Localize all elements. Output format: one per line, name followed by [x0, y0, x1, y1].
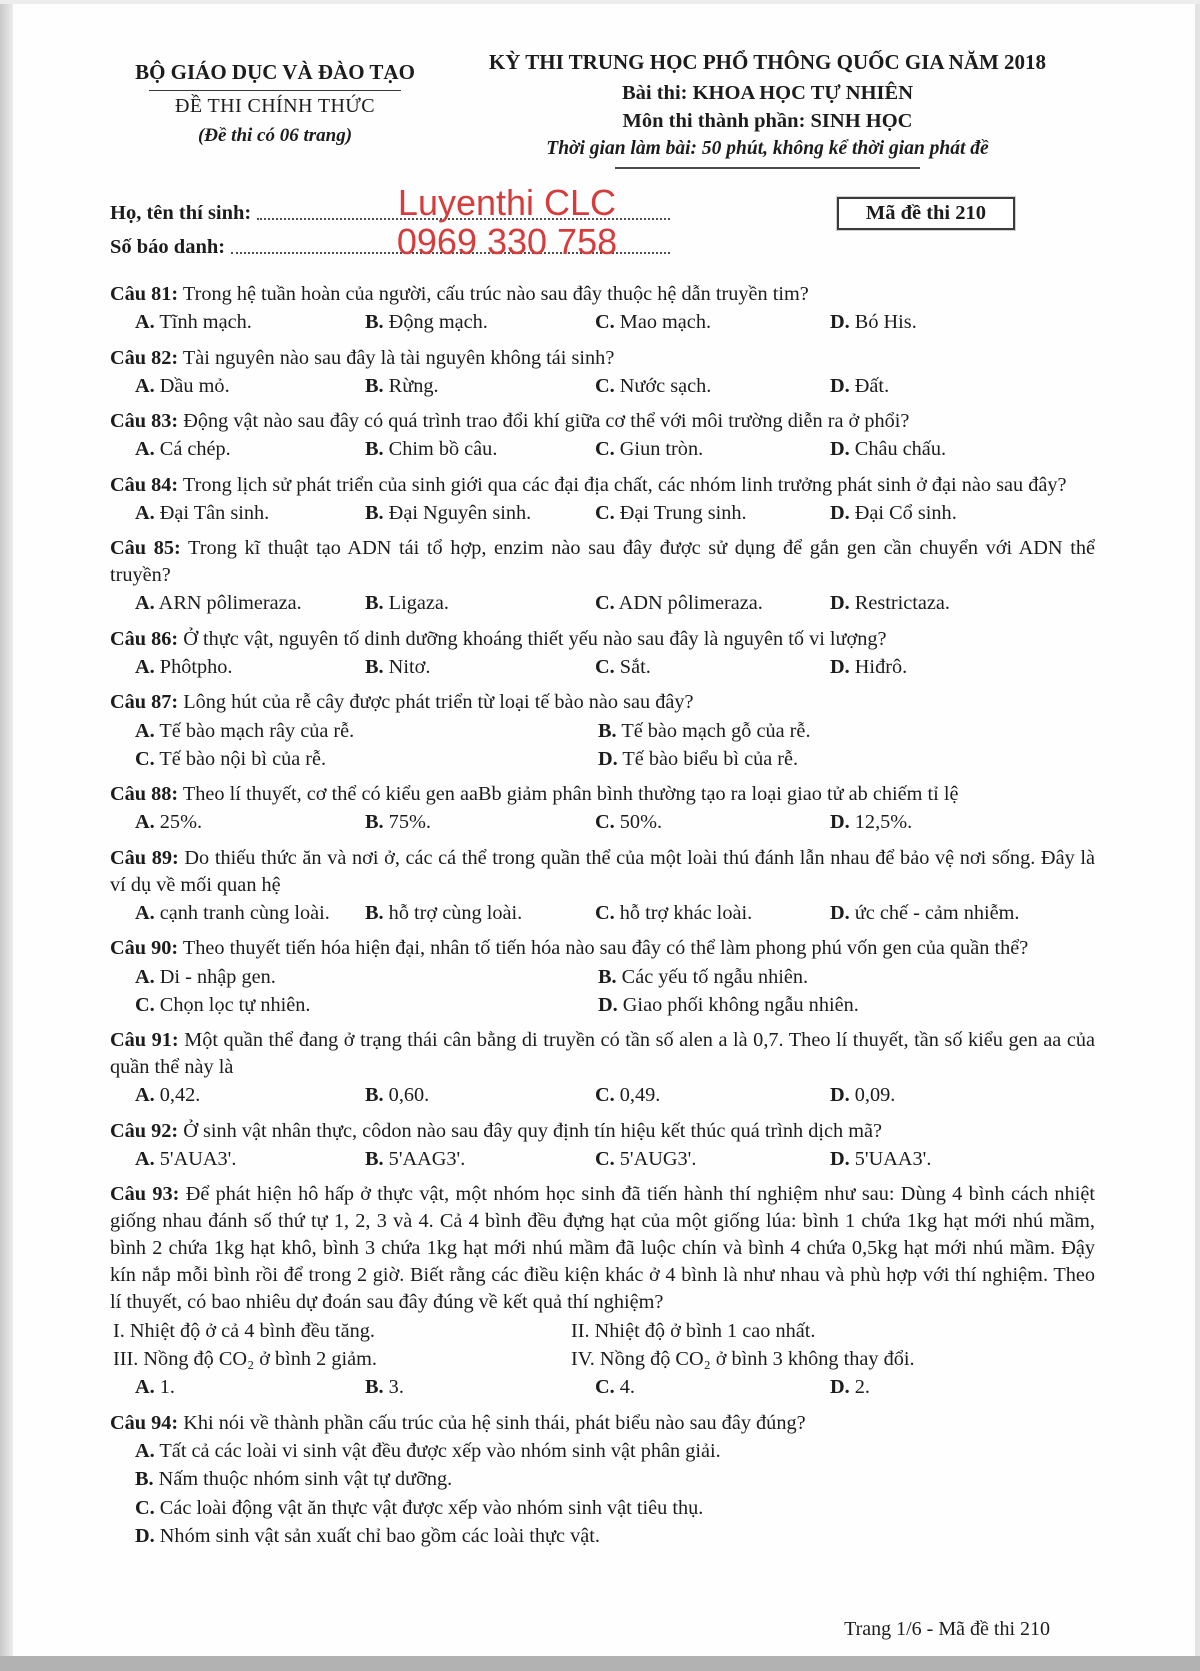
options-row: [110, 963, 1095, 1019]
candidate-name-row: [110, 193, 672, 227]
option-label: D.: [135, 1525, 155, 1547]
exam-subject: Môn thi thành phần: SINH HỌC: [622, 110, 913, 132]
question-text: Câu 81: Trong hệ tuần hoàn của người, cấu trúc nào sau đây thuộc hệ dẫn truyền tim?: [110, 283, 809, 305]
answer-option: D. Giao phối không ngẫu nhiên.: [598, 994, 859, 1016]
options-row: [110, 900, 1095, 928]
question-number: Câu 94:: [110, 1411, 179, 1434]
option-label: C.: [135, 748, 155, 770]
answer-option: D. Tế bào biểu bì của rễ.: [598, 748, 799, 770]
option-label: A.: [135, 1084, 155, 1106]
page-footer: Trang 1/6 - Mã đề thi 210: [844, 1618, 1050, 1640]
header-rule: [615, 167, 920, 169]
question-92: [110, 1118, 1095, 1174]
answer-option: B. 0,60.: [365, 1084, 430, 1106]
option-label: C.: [595, 374, 615, 397]
answer-option: A. 25%.: [135, 811, 203, 833]
ministry-title: BỘ GIÁO DỤC VÀ ĐÀO TẠO: [135, 60, 415, 84]
answer-option: A. Tế bào mạch rây của rễ.: [135, 720, 355, 742]
answer-option: B. Rừng.: [365, 374, 439, 397]
option-label: C.: [595, 1084, 615, 1106]
candidate-info-section: [110, 182, 1095, 271]
exam-code-box: Mã đề thi 210: [837, 197, 1015, 230]
answer-option: B. Động mạch.: [365, 311, 488, 333]
answer-option: D. Bó His.: [830, 311, 917, 333]
answer-option: A. Đại Tân sinh.: [135, 501, 270, 524]
option-label: A.: [135, 1376, 155, 1398]
question-text: Câu 89: Do thiếu thức ăn và nơi ở, các cá thể trong quần thể của một loài thú đánh lẫn nhau để bảo vệ nơi sống. Đây là ví dụ về mối quan hệ: [110, 846, 1095, 896]
candidate-name-dotted-line: [257, 218, 670, 220]
question-number: Câu 93:: [110, 1183, 180, 1205]
answer-option: D. 2.: [830, 1376, 870, 1398]
question-text: Câu 82: Tài nguyên nào sau đây là tài nguyên không tái sinh?: [110, 346, 615, 369]
answer-option: C. hỗ trợ khác loài.: [595, 901, 753, 924]
question-text: Câu 84: Trong lịch sử phát triển của sinh giới qua các đại địa chất, các nhóm linh trưởng phát sinh ở đại nào sau đây?: [110, 473, 1067, 496]
answer-option: C. Giun tròn.: [595, 438, 704, 460]
option-label: D.: [830, 438, 850, 460]
question-83: [110, 408, 1095, 464]
watermark-line2: 0969 330 758: [396, 221, 618, 262]
option-label: C.: [595, 1147, 615, 1170]
question-number: Câu 91:: [110, 1029, 179, 1051]
answer-option: B. Chim bồ câu.: [365, 438, 498, 460]
option-label: C.: [595, 811, 615, 833]
option-label: A.: [135, 966, 155, 988]
answer-option: C. Mao mạch.: [595, 311, 712, 333]
option-label: B.: [365, 901, 384, 924]
answer-option: C. Sắt.: [595, 655, 651, 678]
question-text: Câu 91: Một quần thể đang ở trạng thái cân bằng di truyền có tần số alen a là 0,7. Theo lí thuyết, tần số kiểu gen aa của quần thể này là: [110, 1029, 1095, 1078]
option-label: B.: [598, 966, 617, 988]
answer-option: D. 12,5%.: [830, 811, 913, 833]
header-right-block: [440, 50, 1095, 169]
option-label: D.: [598, 994, 618, 1016]
candidate-id-dotted-line: [231, 252, 670, 254]
statement: IV. Nồng độ CO₂ ở bình 3 không thay đổi.: [571, 1348, 915, 1370]
exam-duration: Thời gian làm bài: 50 phút, không kể thời gian phát đề: [546, 138, 989, 159]
answer-option: D. Châu chấu.: [830, 438, 947, 460]
option-label: A.: [135, 438, 155, 460]
answer-option: A. Cá chép.: [135, 438, 231, 460]
option-label: B.: [365, 438, 384, 460]
option-label: C.: [595, 311, 615, 333]
options-row: [110, 436, 1095, 464]
question-84: [110, 472, 1095, 528]
answer-option: C. 50%.: [595, 811, 663, 833]
question-text: Câu 93: Để phát hiện hô hấp ở thực vật, một nhóm học sinh đã tiến hành thí nghiệm như sau: Dùng 4 bình cách nhiệt giống nhau đánh số thứ tự 1, 2, 3 và 4. Cả 4 bình đều đựng hạt của một giống lúa: bình 1 chứa 1kg hạt mới nhú mầm, bình 2 chứa 1kg hạt khô, bình 3 chứa 1kg hạt mới nhú mầm đã luộc chín và bình 4 chứa 0,5kg hạt mới nhú mầm. Đậy kín nắp mỗi bình rồi để trong 2 giờ. Biết rằng các điều kiện khác ở 4 bình là như nhau và phù hợp với thí nghiệm. Theo lí thuyết, có bao nhiêu dự đoán sau đây đúng về kết quả thí nghiệm?: [110, 1183, 1095, 1313]
answer-option: B. Ligaza.: [365, 592, 449, 614]
answer-option: B. 3.: [365, 1376, 404, 1398]
question-text: Câu 86: Ở thực vật, nguyên tố dinh dưỡng khoáng thiết yếu nào sau đây là nguyên tố vi lượng?: [110, 627, 887, 650]
option-label: A.: [135, 311, 155, 333]
options-row: [110, 500, 1095, 528]
answer-option: C. ADN pôlimeraza.: [595, 592, 763, 614]
statement: III. Nồng độ CO₂ ở bình 2 giảm.: [113, 1348, 377, 1370]
answer-option: D. Restrictaza.: [830, 592, 950, 614]
option-label: D.: [830, 1147, 850, 1170]
question-number: Câu 88:: [110, 783, 179, 805]
question-number: Câu 83:: [110, 410, 179, 432]
question-87: [110, 689, 1095, 773]
option-label: D.: [830, 592, 850, 614]
option-label: D.: [830, 1376, 850, 1398]
answer-option: A. ARN pôlimeraza.: [135, 592, 302, 614]
candidate-name-label: Họ, tên thí sinh:: [110, 202, 252, 224]
answer-option: A. Di - nhập gen.: [135, 966, 276, 988]
statement: II. Nhiệt độ ở bình 1 cao nhất.: [571, 1320, 816, 1342]
question-number: Câu 87:: [110, 691, 179, 713]
statement: I. Nhiệt độ ở cả 4 bình đều tăng.: [113, 1320, 375, 1342]
options-row: [110, 809, 1095, 837]
option-label: C.: [595, 501, 615, 524]
question-93: [110, 1181, 1095, 1402]
question-number: Câu 92:: [110, 1119, 179, 1142]
candidate-id-label: Số báo danh:: [110, 236, 226, 258]
option-label: D.: [830, 811, 850, 833]
option-label: D.: [830, 501, 850, 524]
question-91: [110, 1027, 1095, 1110]
question-88: [110, 781, 1095, 837]
answer-option: D. ức chế - cảm nhiễm.: [830, 901, 1020, 924]
question-text: Câu 88: Theo lí thuyết, cơ thể có kiểu gen aaBb giảm phân bình thường tạo ra loại giao tử ab chiếm tỉ lệ: [110, 783, 959, 805]
option-label: D.: [830, 374, 850, 397]
answer-option: C. Nước sạch.: [595, 374, 712, 397]
question-94: [110, 1410, 1095, 1551]
option-label: B.: [365, 811, 384, 833]
option-label: A.: [135, 811, 155, 833]
options-row: [110, 373, 1095, 401]
answer-option: B. Nấm thuộc nhóm sinh vật tự dưỡng.: [135, 1468, 453, 1490]
option-label: B.: [365, 592, 384, 614]
option-label: A.: [135, 720, 155, 742]
answer-option: C. 4.: [595, 1376, 635, 1398]
question-number: Câu 85:: [110, 537, 181, 559]
question-text: Câu 85: Trong kĩ thuật tạo ADN tái tổ hợp, enzim nào sau đây được sử dụng để gắn gen cần chuyển với ADN thể truyền?: [110, 537, 1095, 586]
question-86: [110, 626, 1095, 682]
answer-option: D. Nhóm sinh vật sản xuất chỉ bao gồm các loài thực vật.: [135, 1525, 600, 1547]
option-label: D.: [830, 901, 850, 924]
ministry-underline: [149, 90, 401, 91]
answer-option: B. 75%.: [365, 811, 431, 833]
answer-option: C. Đại Trung sinh.: [595, 501, 747, 524]
question-number: Câu 90:: [110, 937, 179, 959]
option-label: A.: [135, 1439, 155, 1462]
answer-option: B. Đại Nguyên sinh.: [365, 501, 532, 524]
option-label: A.: [135, 592, 155, 614]
option-label: D.: [598, 748, 618, 770]
option-label: C.: [595, 655, 615, 678]
question-82: [110, 345, 1095, 401]
option-label: B.: [135, 1468, 154, 1490]
option-label: B.: [365, 1147, 384, 1170]
exam-group: Bài thi: KHOA HỌC TỰ NHIÊN: [621, 82, 914, 104]
answer-option: A. 1.: [135, 1376, 175, 1398]
question-number: Câu 89:: [110, 846, 179, 869]
answer-option: B. Tế bào mạch gỗ của rễ.: [598, 720, 811, 742]
option-label: B.: [365, 501, 384, 524]
option-label: A.: [135, 655, 155, 678]
scan-edge-right: [1195, 0, 1200, 1671]
option-label: B.: [365, 1084, 384, 1106]
answer-option: C. 5'AUG3'.: [595, 1147, 697, 1170]
option-label: C.: [595, 592, 615, 614]
exam-header: [110, 50, 1095, 169]
answer-option: C. 0,49.: [595, 1084, 661, 1106]
scan-edge-bottom: [0, 1656, 1200, 1671]
answer-option: C. Chọn lọc tự nhiên.: [135, 994, 311, 1016]
answer-option: A. cạnh tranh cùng loài.: [135, 901, 330, 924]
answer-option: D. Đại Cổ sinh.: [830, 501, 957, 524]
options-row: [110, 1146, 1095, 1174]
answer-option: A. Phôtpho.: [135, 655, 233, 678]
question-number: Câu 82:: [110, 346, 179, 369]
option-label: A.: [135, 901, 155, 924]
question-statements: [110, 1317, 1095, 1373]
answer-option: A. Dầu mỏ.: [135, 374, 230, 397]
answer-option: D. 5'UAA3'.: [830, 1147, 932, 1170]
option-label: D.: [830, 655, 850, 678]
answer-option: D. 0,09.: [830, 1084, 896, 1106]
option-label: D.: [830, 311, 850, 333]
answer-option: C. Tế bào nội bì của rễ.: [135, 748, 327, 770]
answer-option: C. Các loài động vật ăn thực vật được xếp vào nhóm sinh vật tiêu thụ.: [135, 1496, 704, 1519]
option-label: B.: [365, 1376, 384, 1398]
header-left-block: [110, 50, 440, 169]
question-text: Câu 90: Theo thuyết tiến hóa hiện đại, nhân tố tiến hóa nào sau đây có thể làm phong phú vốn gen của quần thể?: [110, 937, 1029, 959]
option-label: C.: [135, 994, 155, 1016]
option-label: D.: [830, 1084, 850, 1106]
options-row: [110, 654, 1095, 682]
pages-note: (Đề thi có 06 trang): [197, 125, 353, 146]
scan-edge-top: [0, 0, 1200, 4]
answer-option: A. 0,42.: [135, 1084, 201, 1106]
question-number: Câu 84:: [110, 473, 179, 496]
options-row: [110, 717, 1095, 773]
answer-option: A. 5'AUA3'.: [135, 1147, 237, 1170]
options-row: [110, 1374, 1095, 1402]
answer-option: A. Tất cả các loài vi sinh vật đều được xếp vào nhóm sinh vật phân giải.: [135, 1439, 721, 1462]
option-label: B.: [365, 655, 384, 678]
questions: [110, 281, 1095, 1551]
option-label: A.: [135, 1147, 155, 1170]
answer-option: B. 5'AAG3'.: [365, 1147, 466, 1170]
question-text: Câu 94: Khi nói về thành phần cấu trúc của hệ sinh thái, phát biểu nào sau đây đúng?: [110, 1411, 806, 1434]
question-text: Câu 92: Ở sinh vật nhân thực, côdon nào sau đây quy định tín hiệu kết thúc quá trình dịch mã?: [110, 1119, 882, 1142]
question-number: Câu 81:: [110, 283, 179, 305]
option-label: B.: [365, 374, 384, 397]
question-text: Câu 87: Lông hút của rễ cây được phát triển từ loại tế bào nào sau đây?: [110, 691, 694, 713]
option-label: B.: [598, 720, 617, 742]
question-85: [110, 535, 1095, 618]
exam-name: KỲ THI TRUNG HỌC PHỔ THÔNG QUỐC GIA NĂM 2018: [488, 50, 1047, 74]
option-label: C.: [135, 1496, 155, 1519]
options-row: [110, 590, 1095, 618]
options-row: [110, 1082, 1095, 1110]
scan-edge-left: [0, 0, 13, 1671]
answer-option: D. Đất.: [830, 374, 890, 397]
options-row: [110, 309, 1095, 337]
answer-option: B. Nitơ.: [365, 655, 431, 678]
page-content: [110, 50, 1095, 1551]
answer-option: A. Tĩnh mạch.: [135, 311, 252, 333]
official-exam-label: ĐỀ THI CHÍNH THỨC: [175, 95, 375, 117]
option-label: A.: [135, 374, 155, 397]
candidate-id-row: [110, 227, 672, 261]
question-number: Câu 86:: [110, 627, 179, 650]
answer-option: D. Hiđrô.: [830, 655, 908, 678]
option-label: C.: [595, 1376, 615, 1398]
answer-option: B. Các yếu tố ngẫu nhiên.: [598, 966, 809, 988]
option-label: A.: [135, 501, 155, 524]
option-label: C.: [595, 438, 615, 460]
question-text: Câu 83: Động vật nào sau đây có quá trình trao đổi khí giữa cơ thể với môi trường diễn ra ở phổi?: [110, 410, 910, 432]
option-label: C.: [595, 901, 615, 924]
question-90: [110, 935, 1095, 1019]
watermark-line1: Luyenthi CLC: [397, 182, 617, 223]
question-81: [110, 281, 1095, 337]
question-89: [110, 845, 1095, 928]
option-label: B.: [365, 311, 384, 333]
answer-option: B. hỗ trợ cùng loài.: [365, 901, 523, 924]
